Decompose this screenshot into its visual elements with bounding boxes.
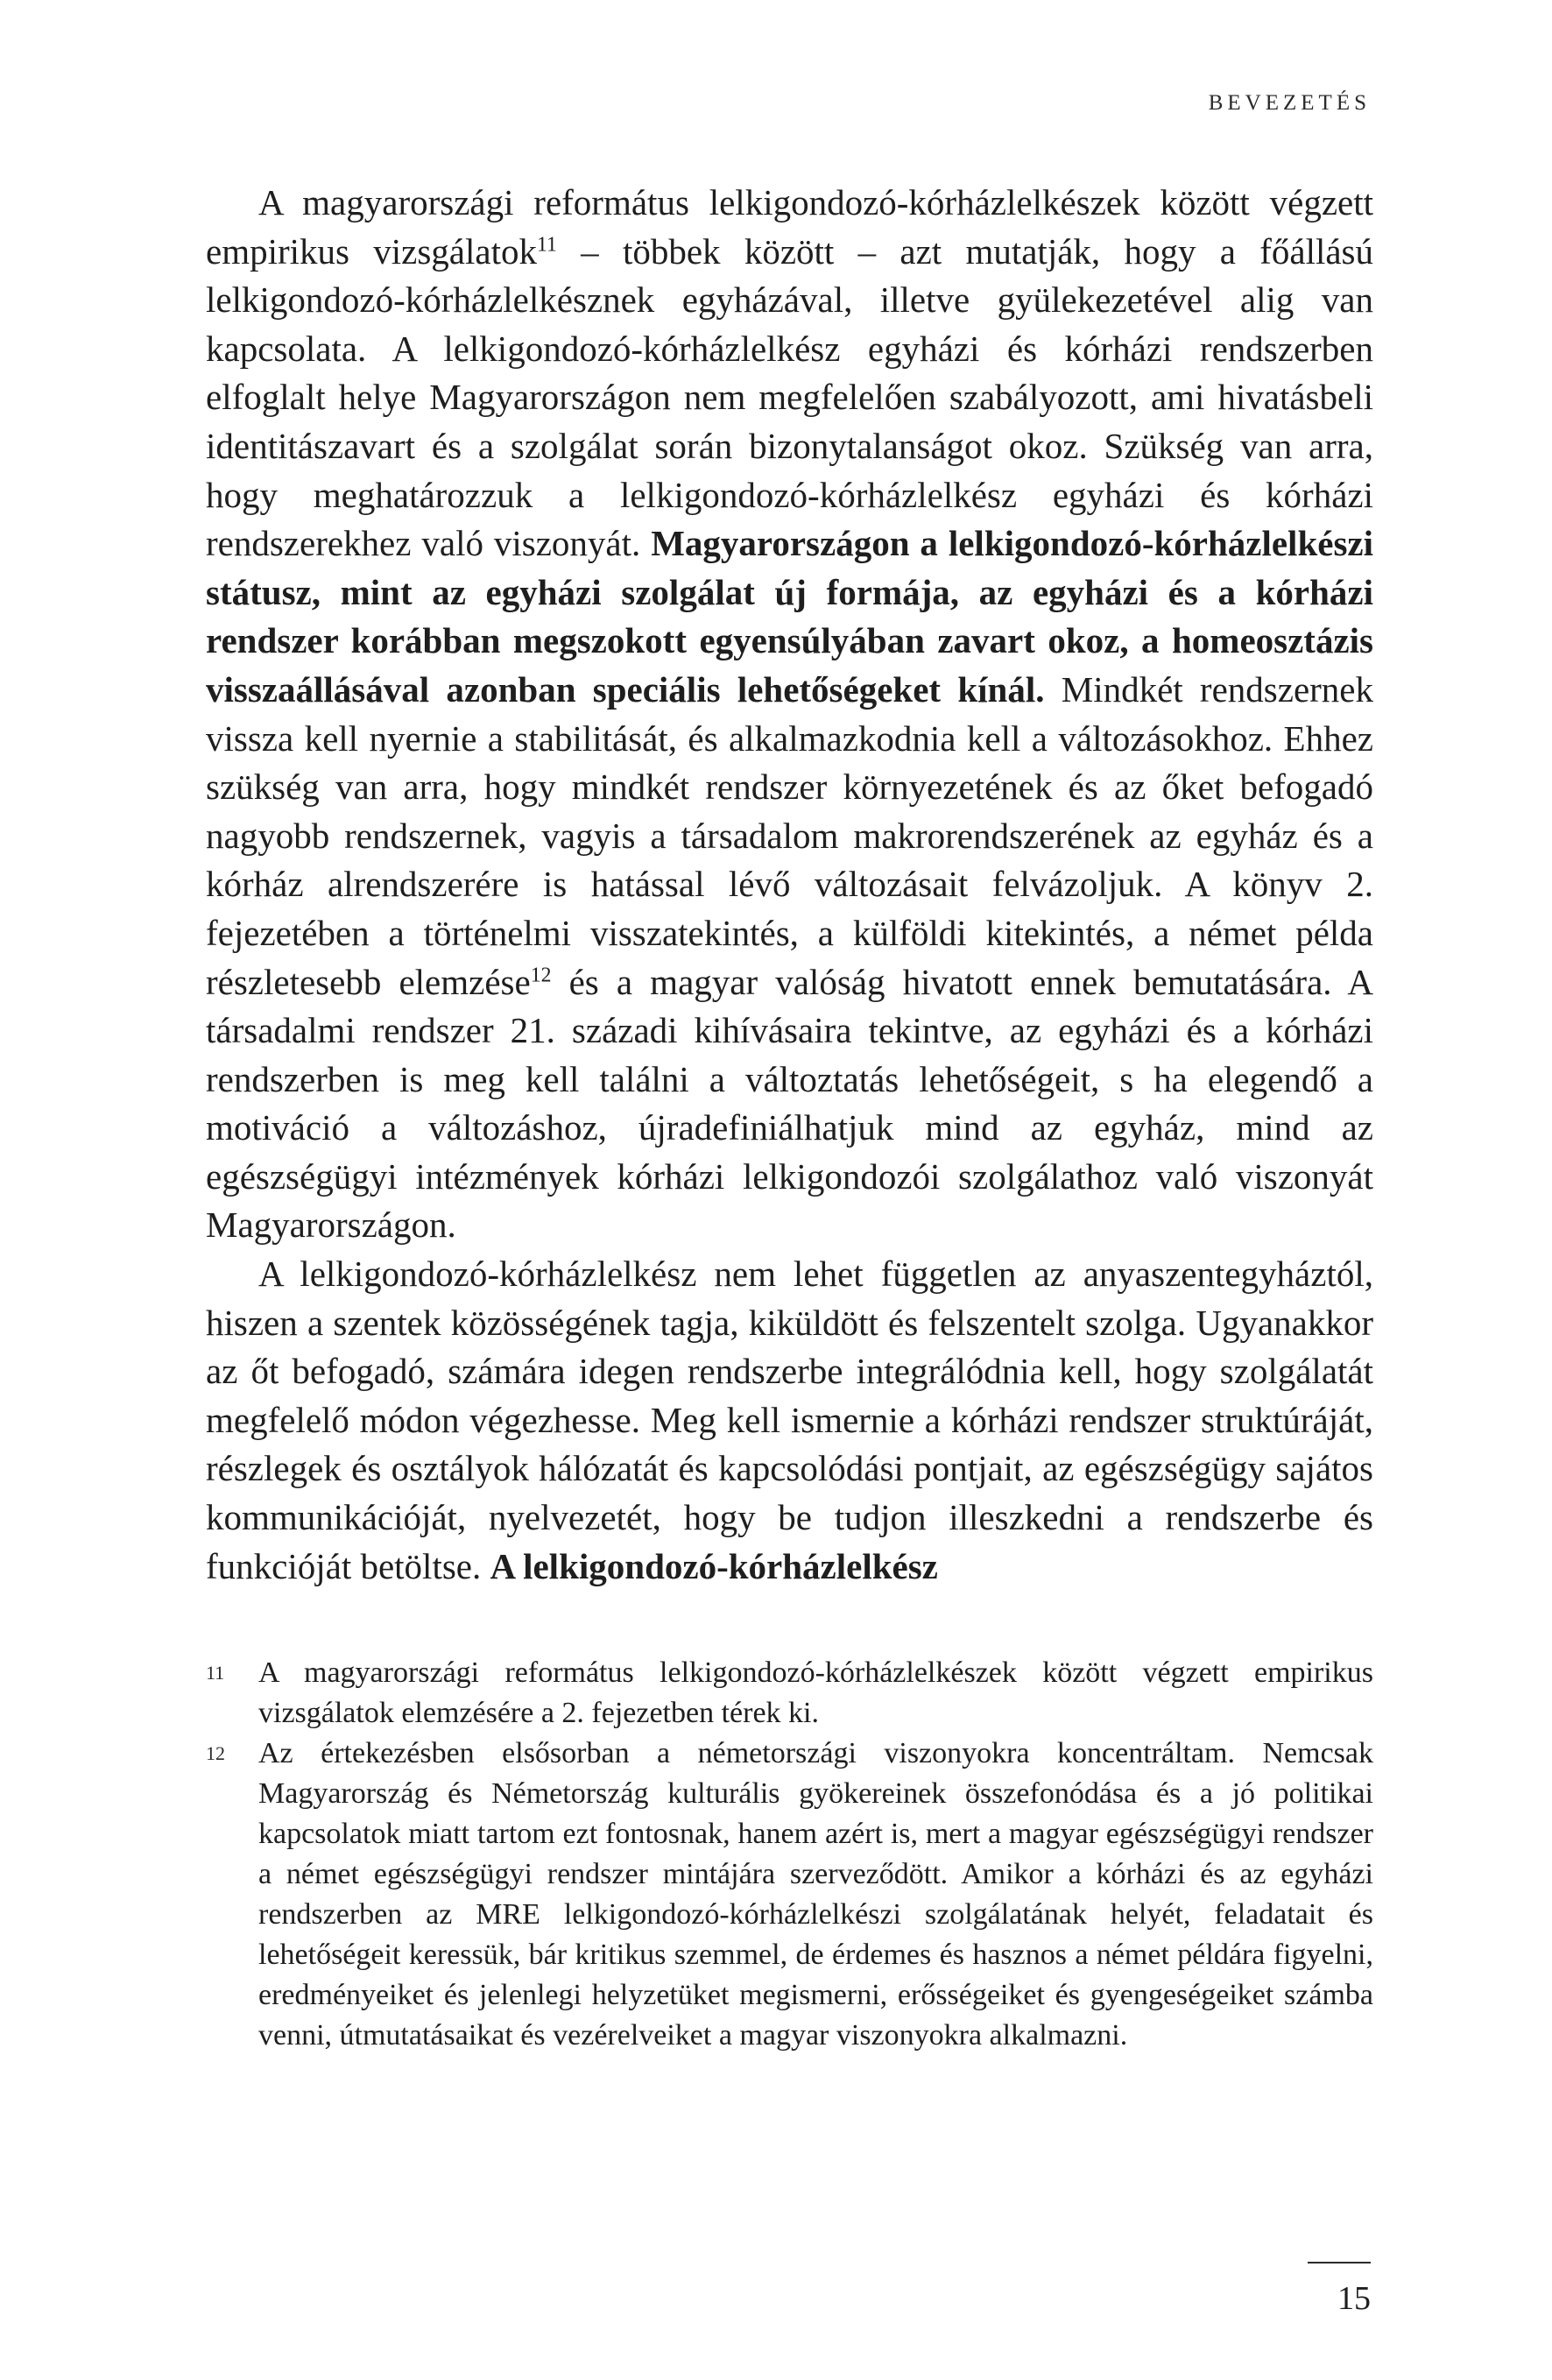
footnote-ref[interactable]: 12	[530, 963, 552, 986]
footnote-ref[interactable]: 11	[537, 232, 557, 256]
text-run: A lelkigondozó-kórházlelkész nem lehet független az anyaszentegyháztól, hiszen a szentek közösségének tagja, kiküldött és felszentelt szolga. Ugyanakkor az őt befogadó, számára idegen rendszerbe integrálódnia kell, hogy szolgálatát megfelelő módon végezhesse. Meg kell ismernie a kórházi rendszer struktúráját, részlegek és osztályok hálózatát és kapcsolódási pontjait, az egészségügy sajátos kommunikációját, nyelvezetét, hogy be tudjon illeszkedni a rendszerbe és funkcióját betöltse.	[206, 1254, 1373, 1586]
text-run: A magyarországi református lelkigondozó-kórházlelkészek között végzett empirikus vizsgálatok	[206, 182, 1373, 272]
footnote-number: 12	[206, 1742, 225, 1764]
text-run: – többek között – azt mutatják, hogy a főállású lelkigondozó-kórházlelkésznek egyházával, illetve gyülekezetével alig van kapcsolata. A lelkigondozó-kórházlelkész egyházi és kórházi rendszerben elfoglalt helye Magyarországon nem megfelelően szabályozott, ami hivatásbeli identitászavart és a szolgálat során bizonytalanságot okoz. Szükség van arra, hogy meghatározzuk a lelkigondozó-kórházlelkész egyházi és kórházi rendszerekhez való viszonyát.	[206, 230, 1373, 564]
body-text	[206, 179, 1373, 1591]
running-head: BEVEZETÉS	[1208, 91, 1371, 115]
text-run: és a magyar valóság hivatott ennek bemutatására. A társadalmi rendszer 21. századi kihívásaira tekintve, az egyházi és a kórházi rendszerben is meg kell találni a változtatás lehetőségeit, s ha elegendő a motiváció a változáshoz, újradefiniálhatjuk mind az egyház, mind az egészségügyi intézmények kórházi lelkigondozói szolgálathoz való viszonyát Magyarországon.	[206, 961, 1373, 1246]
text-run: Mindkét rendszernek vissza kell nyernie a stabilitását, és alkalmazkodnia kell a változásokhoz. Ehhez szükség van arra, hogy mindkét rendszer környezetének és az őket befogadó nagyobb rendszernek, vagyis a társadalom makrorendszerének az egyház és a kórház alrendszerére is hatással lévő változásait felvázoljuk. A könyv 2. fejezetében a történelmi visszatekintés, a külföldi kitekintés, a német példa részletesebb elemzése	[206, 668, 1373, 1002]
footnote	[206, 1653, 1373, 1734]
footnotes	[206, 1653, 1373, 2056]
footnote	[206, 1734, 1373, 2056]
footnote-text: A magyarországi református lelkigondozó-kórházlelkészek között végzett empirikus vizsgálatok elemzésére a 2. fejezetben térek ki.	[258, 1656, 1373, 1729]
page-number: 15	[1337, 2280, 1371, 2317]
emphasis-text: Magyarországon a lelkigondozó-kórházlelkészi státusz, mint az egyházi szolgálat új formája, az egyházi és a kórházi rendszer korábban megszokott egyensúlyában zavart okoz, a homeosztázis visszaállásával azonban speciális lehetőségeket kínál.	[206, 523, 1373, 710]
footnote-text: Az értekezésben elsősorban a németországi viszonyokra koncentráltam. Nemcsak Magyarország és Németország kulturális gyökereinek összefonódása és a jó politikai kapcsolatok miatt tartom ezt fontosnak, hanem azért is, mert a magyar egészségügyi rendszer a német egészségügyi rendszer mintájára szerveződött. Amikor a kórházi és az egyházi rendszerben az MRE lelkigondozó-kórházlelkészi szolgálatának helyét, feladatait és lehetőségeit keressük, bár kritikus szemmel, de érdemes és hasznos a német példára figyelni, eredményeiket és jelenlegi helyzetüket megismerni, erősségeiket és gyengeségeiket számba venni, útmutatásaikat és vezérelveiket a magyar viszonyokra alkalmazni.	[258, 1737, 1373, 2052]
paragraph	[206, 1250, 1373, 1591]
footnote-number: 11	[206, 1662, 225, 1684]
paragraph	[206, 179, 1373, 1250]
emphasis-text: A lelkigondozó-kórházlelkész	[490, 1545, 938, 1586]
page-number-rule	[1308, 2262, 1371, 2263]
